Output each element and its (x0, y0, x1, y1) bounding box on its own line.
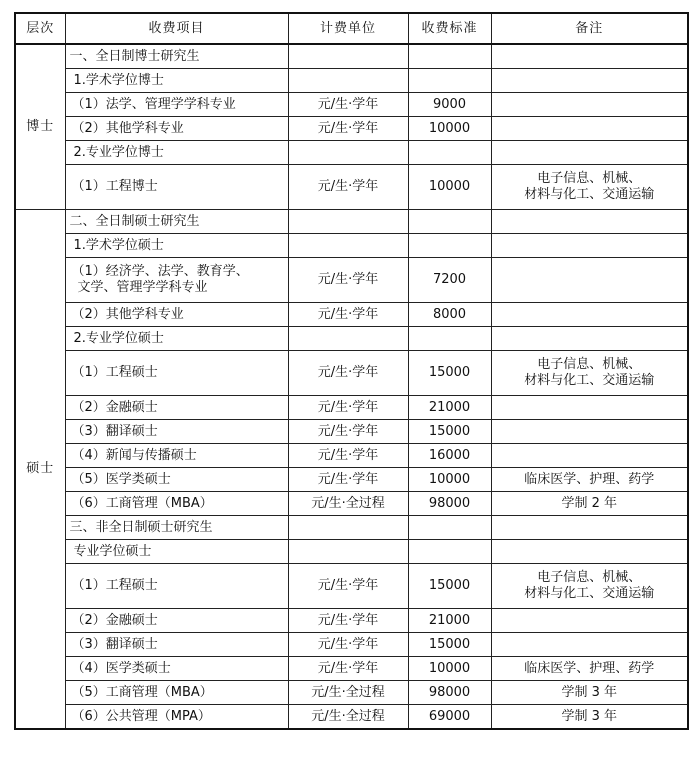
note-line-2: 材料与化工、交通运输 (524, 187, 655, 202)
unit-cell: 元/生·学年 (288, 609, 408, 633)
note-cell (491, 44, 688, 69)
standard-cell: 98000 (408, 681, 491, 705)
standard-cell: 7200 (408, 258, 491, 303)
level-cell: 硕士 (15, 210, 65, 730)
unit-cell (288, 540, 408, 564)
standard-cell: 15000 (408, 564, 491, 609)
table-row (15, 327, 688, 351)
note-cell (491, 516, 688, 540)
table-row (15, 69, 688, 93)
standard-cell (408, 210, 491, 234)
unit-cell: 元/生·学年 (288, 657, 408, 681)
standard-cell: 21000 (408, 609, 491, 633)
note-cell: 学制 2 年 (491, 492, 688, 516)
table-row (15, 117, 688, 141)
standard-cell: 9000 (408, 93, 491, 117)
unit-cell: 元/生·全过程 (288, 492, 408, 516)
note-cell (491, 564, 688, 609)
standard-cell: 15000 (408, 351, 491, 396)
item-cell: 专业学位硕士 (65, 540, 288, 564)
item-cell: （2）其他学科专业 (65, 303, 288, 327)
item-cell: 1.学术学位博士 (65, 69, 288, 93)
unit-cell: 元/生·学年 (288, 258, 408, 303)
standard-cell: 21000 (408, 396, 491, 420)
unit-cell: 元/生·学年 (288, 633, 408, 657)
note-line-1: 电子信息、机械、 (537, 357, 642, 372)
item-cell: 一、全日制博士研究生 (65, 44, 288, 69)
item-cell: （1）法学、管理学学科专业 (65, 93, 288, 117)
item-cell: （3）翻译硕士 (65, 420, 288, 444)
table-row (15, 258, 688, 303)
item-cell: 二、全日制硕士研究生 (65, 210, 288, 234)
standard-cell: 10000 (408, 468, 491, 492)
table-row (15, 44, 688, 69)
item-cell: （6）工商管理（MBA） (65, 492, 288, 516)
item-cell: （4）新闻与传播硕士 (65, 444, 288, 468)
note-cell (491, 609, 688, 633)
table-row (15, 657, 688, 681)
note-cell (491, 396, 688, 420)
item-cell: （3）翻译硕士 (65, 633, 288, 657)
item-cell: 1.学术学位硕士 (65, 234, 288, 258)
item-cell: （1）工程博士 (65, 165, 288, 210)
standard-cell (408, 516, 491, 540)
unit-cell (288, 141, 408, 165)
note-cell: 学制 3 年 (491, 705, 688, 730)
standard-cell: 15000 (408, 420, 491, 444)
note-cell (491, 327, 688, 351)
item-cell: （5）医学类硕士 (65, 468, 288, 492)
header-level: 层次 (15, 13, 65, 44)
table-row (15, 141, 688, 165)
table-row (15, 468, 688, 492)
standard-cell (408, 69, 491, 93)
item-cell: （5）工商管理（MBA） (65, 681, 288, 705)
table-row (15, 705, 688, 730)
fee-table (14, 12, 689, 730)
table-row (15, 681, 688, 705)
table-row (15, 351, 688, 396)
note-line-2: 材料与化工、交通运输 (524, 373, 655, 388)
table-row (15, 234, 688, 258)
table-body (15, 44, 688, 729)
unit-cell (288, 210, 408, 234)
note-line-2: 材料与化工、交通运输 (524, 586, 655, 601)
item-cell: （2）其他学科专业 (65, 117, 288, 141)
item-cell: 2.专业学位硕士 (65, 327, 288, 351)
item-cell: （1）工程硕士 (65, 351, 288, 396)
standard-cell (408, 234, 491, 258)
standard-cell (408, 141, 491, 165)
item-cell: 三、非全日制硕士研究生 (65, 516, 288, 540)
note-cell (491, 633, 688, 657)
note-cell (491, 540, 688, 564)
standard-cell: 98000 (408, 492, 491, 516)
unit-cell: 元/生·学年 (288, 93, 408, 117)
item-cell: （6）公共管理（MPA） (65, 705, 288, 730)
note-cell (491, 258, 688, 303)
table-row (15, 609, 688, 633)
standard-cell: 16000 (408, 444, 491, 468)
unit-cell (288, 69, 408, 93)
table-row (15, 303, 688, 327)
header-row (15, 13, 688, 44)
item-cell: （4）医学类硕士 (65, 657, 288, 681)
note-cell (491, 141, 688, 165)
standard-cell (408, 540, 491, 564)
table-row (15, 516, 688, 540)
note-cell (491, 420, 688, 444)
unit-cell: 元/生·学年 (288, 165, 408, 210)
standard-cell: 10000 (408, 657, 491, 681)
level-cell: 博士 (15, 44, 65, 210)
table-row (15, 540, 688, 564)
header-item: 收费项目 (65, 13, 288, 44)
table-row (15, 165, 688, 210)
note-cell (491, 303, 688, 327)
standard-cell: 15000 (408, 633, 491, 657)
unit-cell (288, 516, 408, 540)
note-cell (491, 117, 688, 141)
note-cell: 临床医学、护理、药学 (491, 468, 688, 492)
header-unit: 计费单位 (288, 13, 408, 44)
unit-cell (288, 44, 408, 69)
item-cell: 2.专业学位博士 (65, 141, 288, 165)
standard-cell (408, 327, 491, 351)
unit-cell: 元/生·学年 (288, 396, 408, 420)
unit-cell: 元/生·学年 (288, 351, 408, 396)
table-row (15, 93, 688, 117)
note-cell (491, 234, 688, 258)
note-line-1: 电子信息、机械、 (537, 570, 642, 585)
standard-cell: 10000 (408, 117, 491, 141)
note-cell (491, 444, 688, 468)
table-row (15, 564, 688, 609)
note-cell (491, 351, 688, 396)
header-standard: 收费标准 (408, 13, 491, 44)
note-cell: 学制 3 年 (491, 681, 688, 705)
unit-cell: 元/生·学年 (288, 117, 408, 141)
table-row (15, 633, 688, 657)
unit-cell: 元/生·全过程 (288, 681, 408, 705)
unit-cell (288, 234, 408, 258)
item-line-2: 文学、管理学学科专业 (77, 280, 208, 295)
standard-cell (408, 44, 491, 69)
standard-cell: 10000 (408, 165, 491, 210)
note-cell: 临床医学、护理、药学 (491, 657, 688, 681)
unit-cell (288, 327, 408, 351)
item-cell: （2）金融硕士 (65, 396, 288, 420)
unit-cell: 元/生·学年 (288, 468, 408, 492)
table-row (15, 420, 688, 444)
item-cell: （1）工程硕士 (65, 564, 288, 609)
unit-cell: 元/生·学年 (288, 303, 408, 327)
table-row (15, 210, 688, 234)
note-cell (491, 210, 688, 234)
item-cell: （2）金融硕士 (65, 609, 288, 633)
note-cell (491, 165, 688, 210)
unit-cell: 元/生·学年 (288, 564, 408, 609)
table-row (15, 492, 688, 516)
item-cell (65, 258, 288, 303)
standard-cell: 69000 (408, 705, 491, 730)
table-row (15, 444, 688, 468)
note-cell (491, 93, 688, 117)
unit-cell: 元/生·学年 (288, 444, 408, 468)
header-note: 备注 (491, 13, 688, 44)
note-line-1: 电子信息、机械、 (537, 171, 642, 186)
unit-cell: 元/生·学年 (288, 420, 408, 444)
item-line-1: （1）经济学、法学、教育学、 (71, 264, 249, 279)
note-cell (491, 69, 688, 93)
table-row (15, 396, 688, 420)
standard-cell: 8000 (408, 303, 491, 327)
unit-cell: 元/生·全过程 (288, 705, 408, 730)
